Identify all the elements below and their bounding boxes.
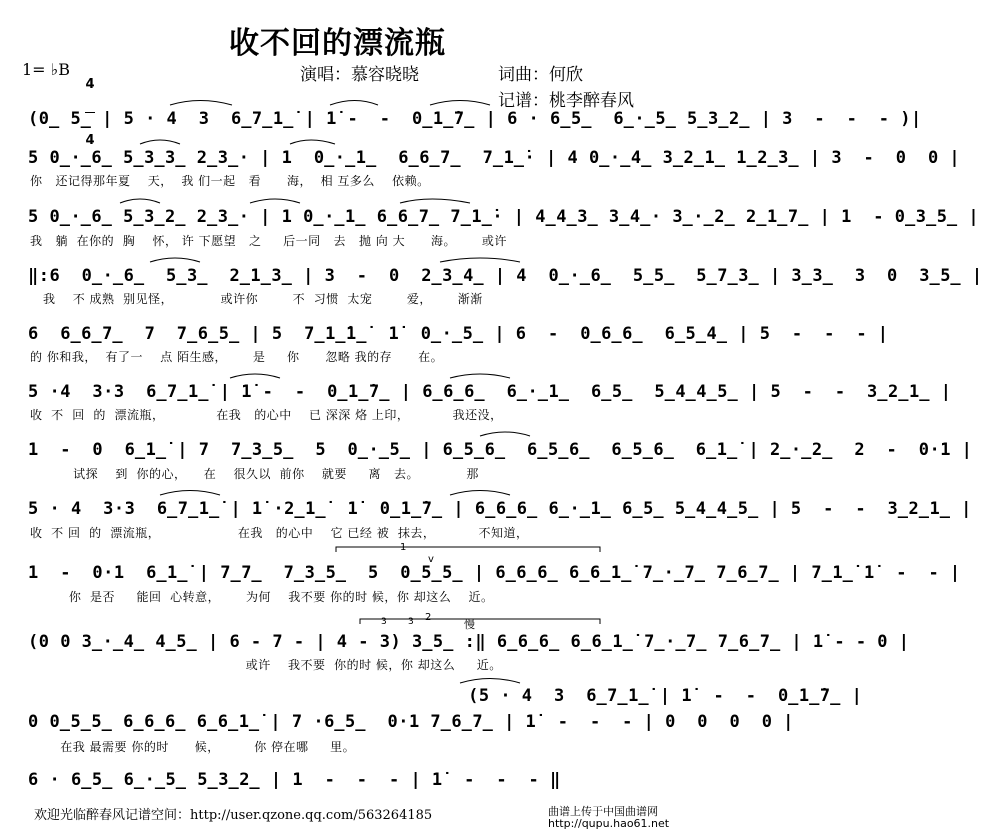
lyric-line-3: 我 躺 在你的 胸 怀， 许 下愿望 之 后一同 去 抛 向 大 海。 或许 [30, 234, 507, 248]
score-line-1: (0̲ 5̲ | 5 · 4 3 6̲7̲1̲̇ | 1̇ - - 0̲1̲̇7̲ | 6 · 6̲5̲ 6̲·̲5̲ 5̲3̲2̲ | 3 - - - )| [28, 109, 922, 129]
site-credit-line-2: http://qupu.hao61.net [548, 817, 670, 830]
slur-5 [290, 140, 335, 144]
time-top: 4 [85, 77, 95, 92]
triplet-mark-a: 3 [381, 617, 387, 627]
lyric-line-7: 试探 到 你的心， 在 很久以 前你 就要 离 去。 那 [30, 467, 479, 481]
transcriber-credit: 记谱：桃李醉春风 [498, 91, 634, 111]
slur-11 [230, 374, 280, 378]
footer-note: 欢迎光临醉春风记谱空间：http://user.qzone.qq.com/563264185 [34, 808, 433, 823]
volta-2-label: 2 [425, 612, 432, 623]
volta-bracket-2 [360, 619, 600, 624]
time-signature [85, 57, 95, 157]
slur-2 [330, 101, 378, 106]
composer-credit: 词曲：何欣 [498, 65, 583, 85]
breath-mark: v [428, 554, 434, 565]
score-line-10: (0 0 3̲·̲4̲ 4̲5̲ | 6 - 7 - | 4 - 3) 3̲5̲ :‖ 6̲6̲6̲ 6̲6̲1̲̇ 7̲·̲7̲ 7̲6̲7̲ | 1̇ - - 0 | [28, 632, 910, 652]
key-signature [22, 60, 70, 79]
page-title: 收不回的漂流瓶 [229, 26, 446, 61]
slur-10 [440, 258, 520, 262]
slur-8 [400, 199, 470, 203]
slur-12 [450, 374, 510, 378]
score-line-13: 6 · 6̲5̲ 6̲·̲5̲ 5̲3̲2̲ | 1 - - - | 1̇ - - - ‖ [28, 770, 561, 790]
slur-16 [460, 679, 520, 684]
score-line-7: 1 - 0 6̲1̲̇ | 7 7̲3̲5̲ 5 0̲·̲5̲ | 6̲5̲6̲ 6̲5̲6̲ 6̲5̲6̲ 6̲1̲̇ | 2̲·̲2̲ 2 - 0·1 | [28, 440, 973, 460]
tempo-slow-mark: 慢 [464, 618, 475, 631]
slur-15 [480, 432, 530, 436]
slur-9 [150, 258, 200, 262]
lyric-line-9: 你 是否 能回 心转意， 为何 我不要 你的时 候，你 却这么 近。 [30, 590, 494, 604]
lyric-line-6: 收 不 回 的 漂流瓶， 在我 的心中 已 深深 烙 上印， 我还没， [30, 408, 503, 422]
slur-1 [170, 101, 232, 106]
score-line-2: 5 0̲·̲6̲ 5̲3̲3̲ 2̲3̲· | 1 0̲·̲1̲ 6̲6̲7̲ 7̲1̲̇· | 4 0̲·̲4̲ 3̲2̲1̲ 1̲2̲3̲ | 3 - 0 0 | [28, 148, 961, 168]
triplet-mark-b: 3 [408, 617, 414, 627]
site-credit-line-1: 曲谱上传于中国曲谱网 [548, 805, 658, 818]
volta-1-label: 1 [400, 542, 407, 553]
lyric-line-12: 在我 最需要 你的时 候， 你 停在哪 里。 [30, 740, 356, 754]
slur-14 [450, 491, 510, 496]
slur-3 [430, 101, 490, 106]
volta-bracket-1 [336, 547, 600, 552]
score-line-8: 5 · 4 3·3 6̲7̲1̲̇ | 1̇ ·2̲1̲̇ 1̇ 0̲1̲̇7̲ | 6̲6̲6̲ 6̲·̲1̲ 6̲5̲ 5̲4̲4̲5̲ | 5 - - 3̲2̲1̲ | [28, 499, 972, 519]
lyric-line-8: 收 不 回 的 漂流瓶， 在我 的心中 它 已经 被 抹去， 不知道， [30, 526, 529, 540]
slur-13 [160, 491, 220, 496]
key-label: 1= ♭B [22, 60, 70, 79]
score-line-6: 5 ·4 3·3 6̲7̲1̲̇ | 1̇ - - 0̲1̲̇7̲ | 6̲6̲6̲ 6̲·̲1̲ 6̲5̲ 5̲4̲4̲5̲ | 5 - - 3̲2̲1̲ | [28, 382, 952, 402]
score-line-5: 6 6̲6̲7̲ 7 7̲6̲5̲ | 5 7̲1̲̇1̲̇ 1̇ 0̲·̲5̲ | 6 - 0̲6̲6̲ 6̲5̲4̲ | 5 - - - | [28, 324, 889, 344]
lyric-line-4: 我 不 成熟 别见怪， 或许你 不 习惯 太宠 爱， 渐渐 [30, 292, 483, 306]
score-line-9: 1 - 0·1 6̲1̲̇ | 7̲7̲ 7̲3̲5̲ 5 0̲5̲5̲ | 6̲6̲6̲ 6̲6̲1̲̇ 7̲·̲7̲ 7̲6̲7̲ | 7̲1̲̇ 1̇ - - | [28, 563, 961, 583]
score-line-11: (5 · 4 3 6̲7̲1̲̇ | 1̇ - - 0̲1̲̇7̲ | [28, 686, 863, 706]
score-line-4: ‖:6 0̲·̲6̲ 5̲3̲ 2̲1̲3̲ | 3 - 0 2̲3̲4̲ | 4 0̲·̲6̲ 5̲5̲ 5̲7̲3̲ | 3̲3̲ 3 0 3̲5̲ | [28, 266, 983, 286]
score-line-3: 5 0̲·̲6̲ 5̲3̲2̲ 2̲3̲· | 1 0̲·̲1̲ 6̲6̲7̲ 7̲1̲̇· | 4̲4̲3̲ 3̲4̲· 3̲·̲2̲ 2̲1̲7̲ | 1 - 0̲3̲5̲ | [28, 207, 980, 227]
slur-7 [250, 199, 300, 203]
lyric-line-2: 你 还记得那年夏 天， 我 们一起 看 海， 相 互多么 依赖。 [30, 174, 430, 188]
time-bottom: 4 [85, 133, 95, 148]
lyric-line-5: 的 你和我， 有了一 点 陌生感， 是 你 忽略 我的存 在。 [30, 350, 444, 364]
slur-4 [140, 140, 180, 144]
singer-credit: 演唱：慕容晓晓 [300, 65, 419, 85]
score-line-12: 0 0̲5̲5̲ 6̲6̲6̲ 6̲6̲1̲̇ | 7 ·6̲5̲ 0·1 7̲6̲7̲ | 1̇ - - - | 0 0 0 0 | [28, 712, 794, 732]
lyric-line-10: 或许 我不要 你的时 候，你 却这么 近。 [30, 658, 502, 672]
slur-6 [120, 199, 160, 203]
